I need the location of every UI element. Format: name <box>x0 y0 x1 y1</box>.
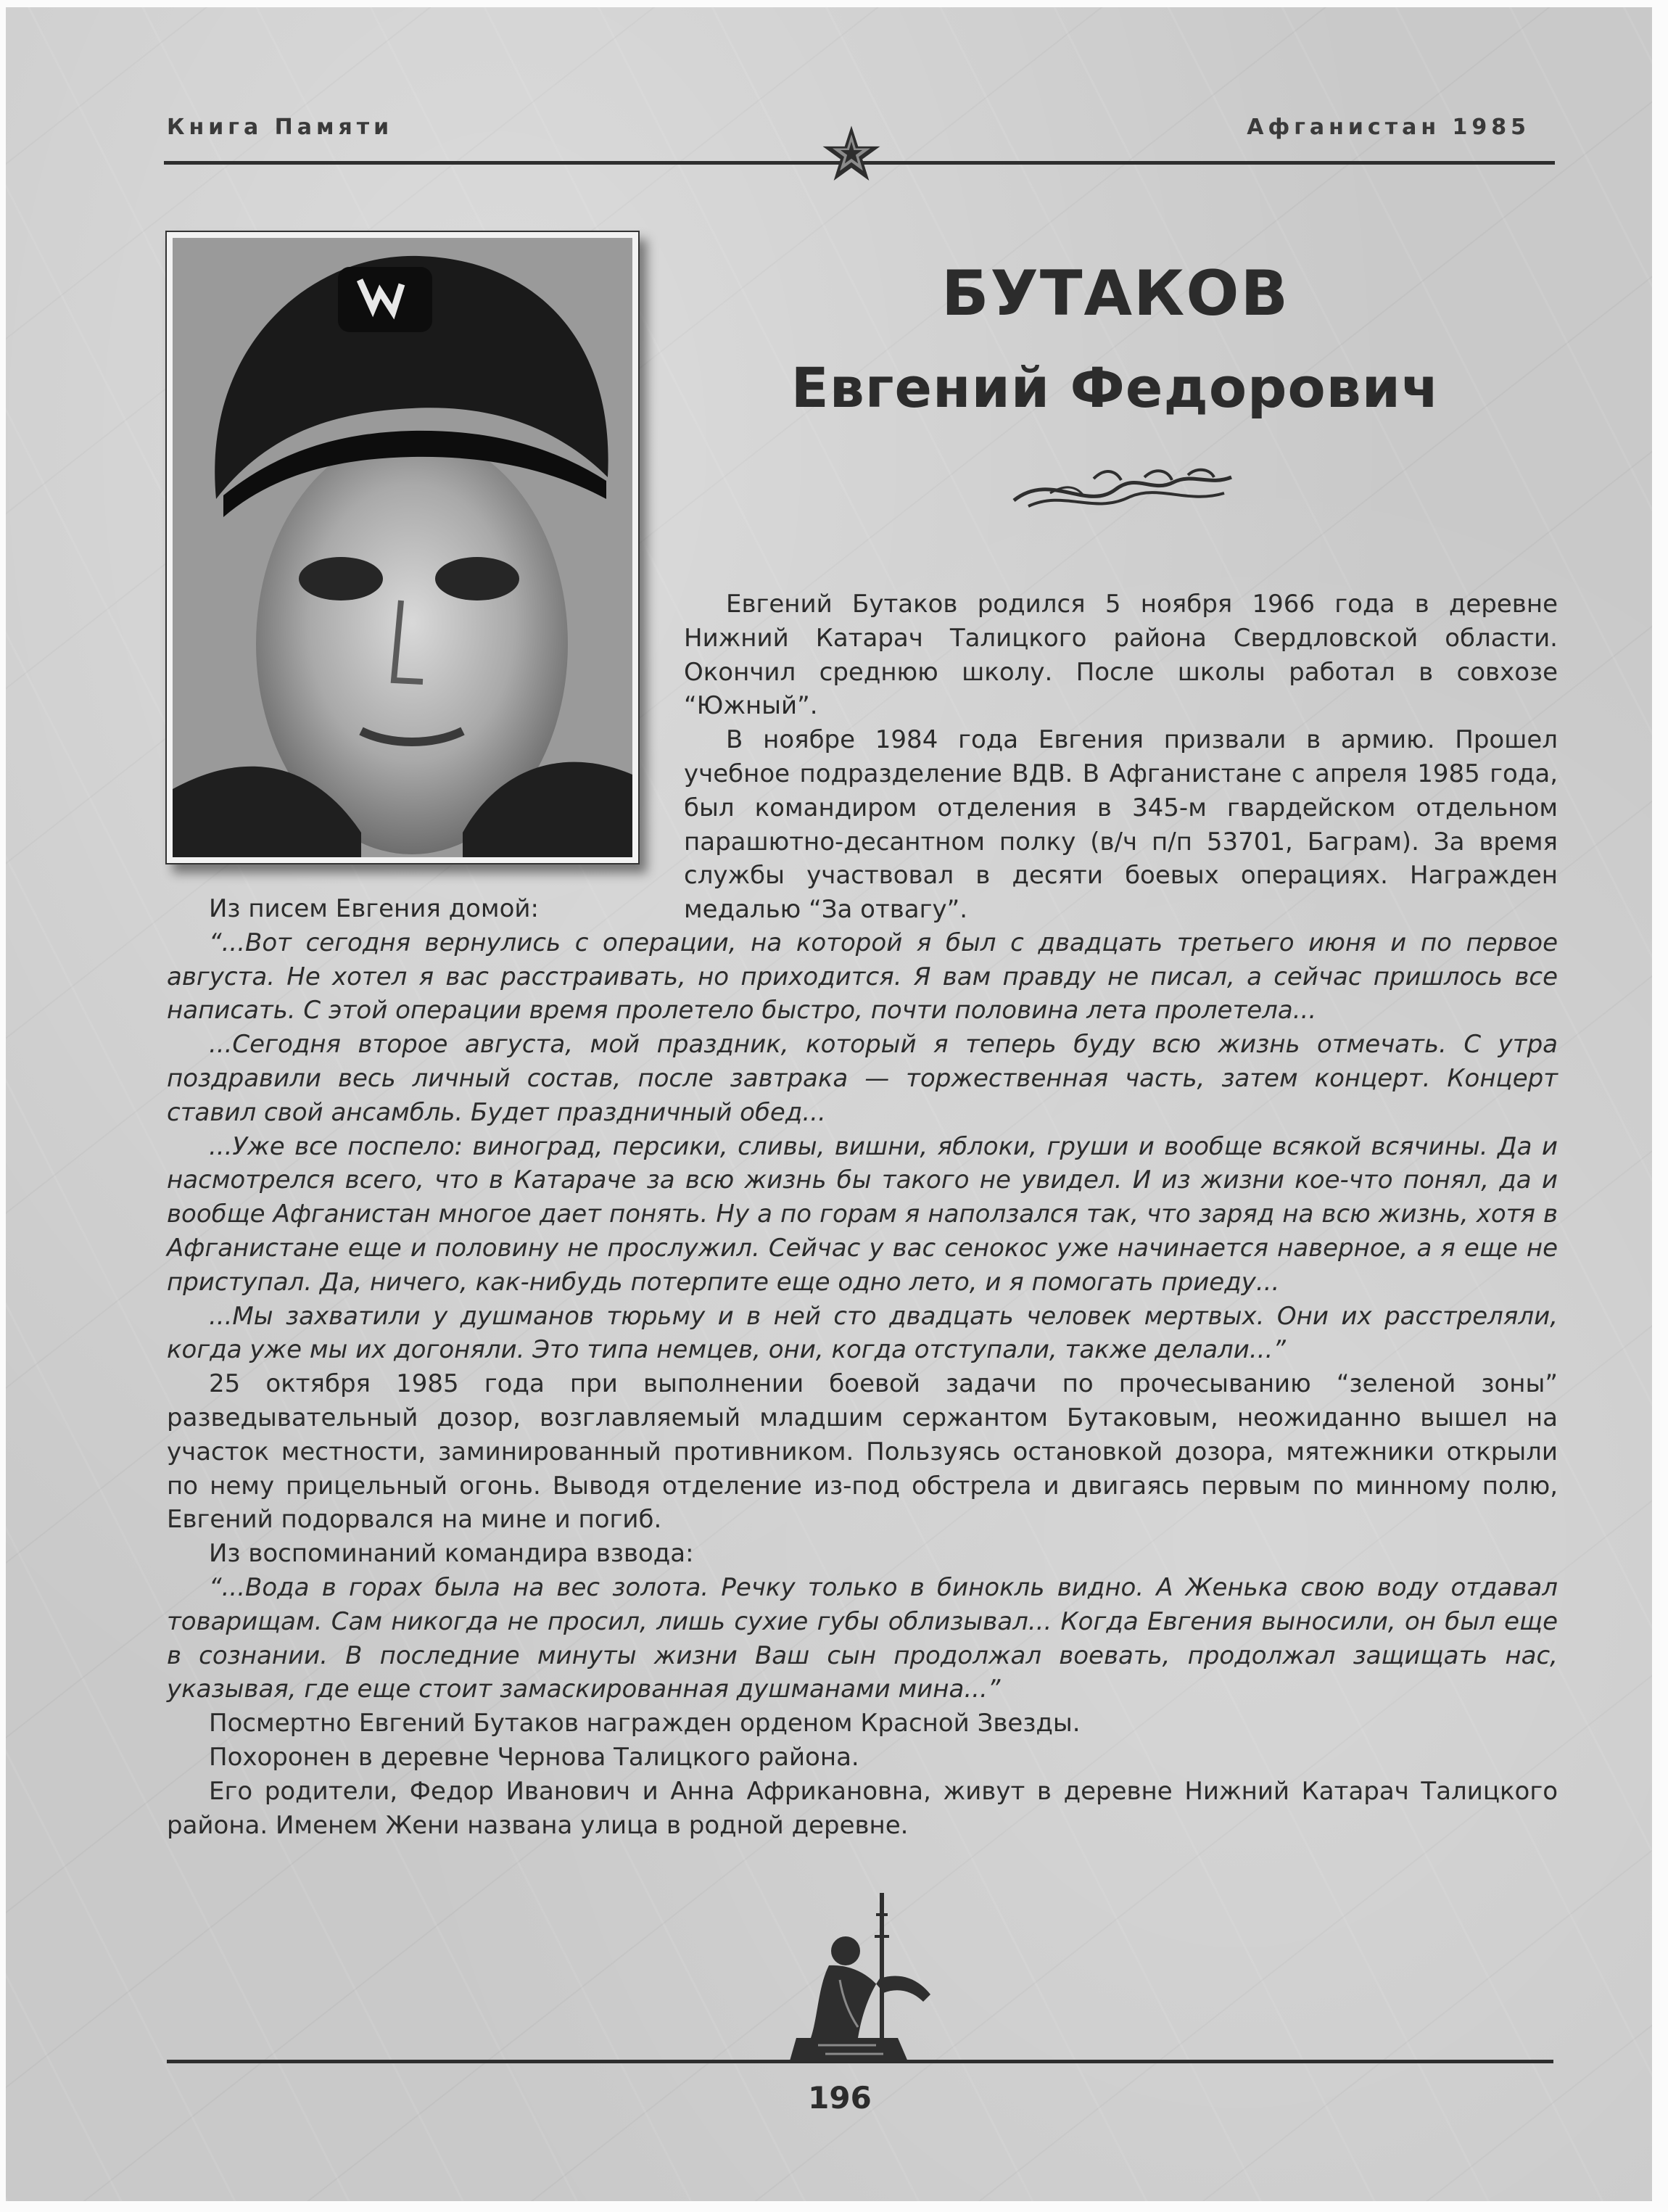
paragraph: Посмертно Евгений Бутаков награжден орденом Красной Звезды. <box>209 1709 1081 1738</box>
running-header-section: Афганистан 1985 <box>1247 115 1530 140</box>
paragraph: Из писем Евгения домой: <box>209 894 539 923</box>
star-icon <box>821 123 882 184</box>
page-number: 196 <box>808 2080 872 2116</box>
paragraph: Похоронен в деревне Чернова Талицкого района. <box>209 1742 859 1772</box>
paragraph: Евгений Бутаков родился 5 ноября 1966 года в деревне Нижний Катарач Талицкого района Свердловской области. Окончил среднюю школу. После школы работал в совхозе “Южный”. <box>684 590 1558 721</box>
letter-quote: ...Сегодня второе августа, мой праздник, который я теперь буду всю жизнь отмечать. С утра поздравили весь личный состав, после завтрака — торжественная часть, затем концерт. Концерт ставил свой ансамбль. Будет праздничный обед... <box>167 1030 1558 1127</box>
letter-quote: ...Мы захватили у душманов тюрьму и в ней сто двадцать человек мертвых. Они их расстреляли, когда уже мы их догоняли. Это типа немцев, они, когда отступали, также делали...” <box>167 1301 1558 1365</box>
person-given-names: Евгений Федорович <box>790 355 1440 420</box>
paragraph: В ноябре 1984 года Евгения призвали в армию. Прошел учебное подразделение ВДВ. В Афганистане с апреля 1985 года, был командиром отделения в 345-м гвардейском отдельном парашютно-десантном полку (в/ч п/п 53701, Баграм). За время службы участвовал в десяти боевых операциях. Награжден медалью “За отвагу”. <box>684 725 1558 925</box>
person-surname: БУТАКОВ <box>941 257 1290 330</box>
paragraph: Из воспоминаний командира взвода: <box>209 1539 694 1569</box>
book-page <box>6 7 1652 2201</box>
portrait-photo <box>173 238 632 857</box>
paragraph: 25 октября 1985 года при выполнении боевой задачи по прочесыванию “зеленой зоны” разведывательный дозор, возглавляемый младшим сержантом Бутаковым, неожиданно вышел на участок местности, заминированный противником. Пользуясь остановкой дозора, мятежники открыли по нему прицельный огонь. Выводя отделение из-под обстрела и двигаясь первым по минному полю, Евгений подорвался на мине и погиб. <box>167 1369 1558 1535</box>
commander-quote: “...Вода в горах была на вес золота. Речку только в бинокль видно. А Женька свою воду отдавал товарищам. Сам никогда не просил, лишь сухие губы облизывал... Когда Евгения выносили, он был еще в сознании. В последние минуты жизни Ваш сын продолжал воевать, продолжал защищать нас, указывая, где еще стоит замаскированная душманами мина...” <box>167 1572 1558 1704</box>
footer-rule <box>167 2060 1553 2063</box>
letter-quote: ...Уже все поспело: виноград, персики, сливы, вишни, яблоки, груши и вообще всякой всячины. Да и насмотрелся всего, что в Катараче за всю жизнь бы такого не увидел. И из жизни кое-что понял, да и вообще Афганистан многое дает понять. Ну а по горам я наползался так, что заряд на всю жизнь, хотя в Афганистане еще и половину не прослужил. Сейчас у вас сенокос уже начинается наверное, а я еще не приступал. Да, ничего, как-нибудь потерпите еще одно лето, и я помогать приеду... <box>167 1131 1558 1297</box>
biography-intro <box>684 587 1558 927</box>
flourish-ornament <box>1007 464 1239 516</box>
paragraph: Его родители, Федор Иванович и Анна Африкановна, живут в деревне Нижний Катарач Талицкого района. Именем Жени названа улица в родной деревне. <box>167 1776 1558 1840</box>
soldier-monument-figure <box>789 1893 941 2063</box>
portrait-photo-frame <box>165 231 640 864</box>
running-header-book-title: Книга Памяти <box>167 115 394 140</box>
letter-quote: “...Вот сегодня вернулись с операции, на которой я был с двадцать третьего июня и по первое августа. Не хотел я вас расстраивать, но приходится. Я вам правду не писал, а сейчас пришлось все написать. С этой операции время пролетело быстро, почти половина лета пролетела... <box>167 928 1558 1025</box>
biography-main-text <box>167 892 1558 1842</box>
